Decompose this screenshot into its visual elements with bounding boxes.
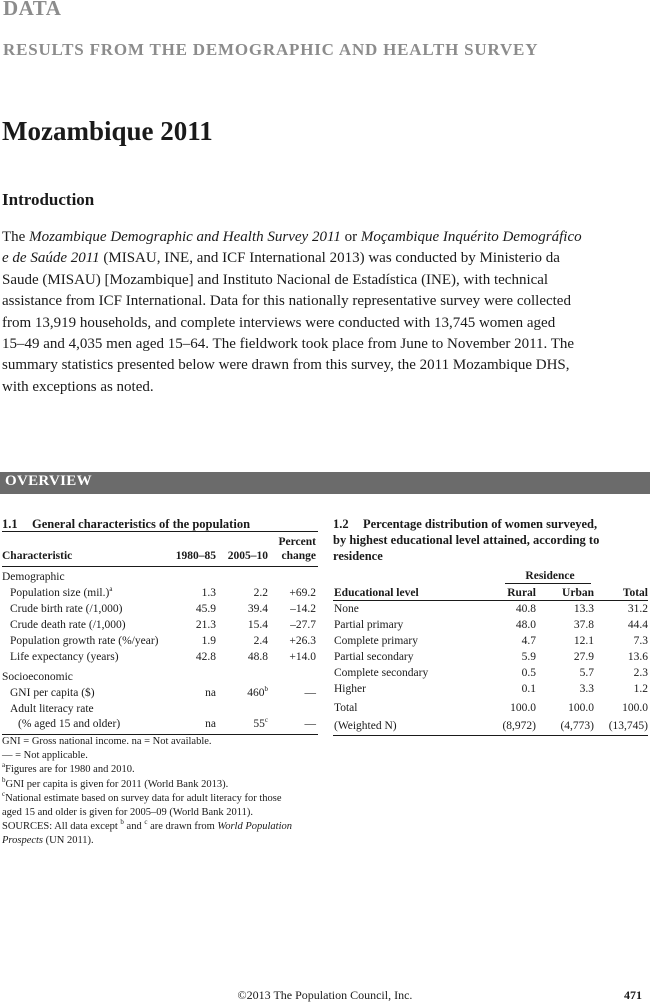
table2-residence-rule: [505, 583, 591, 584]
table2-header-total: Total: [622, 587, 648, 599]
intro-paragraph: [2, 227, 642, 398]
table1-header-col1: 1980–85: [175, 550, 216, 562]
table1-title: 1.1 General characteristics of the population: [2, 517, 251, 531]
overview-bar: [0, 472, 650, 494]
intro-line: summary statistics presented below were drawn from this survey, the 2011 Mozambique DHS,: [2, 357, 570, 374]
table2-title: 1.2 Percentage distribution of women surveyed, by highest educational level attained, according to residence: [333, 517, 600, 563]
copyright-footer: ©2013 The Population Council, Inc.: [237, 988, 413, 1002]
table2-header-level: Educational level: [334, 587, 419, 599]
intro-line: Saude (MISAU) [Mozambique] and Instituto Nacional de Estadística (INE), with technical: [2, 271, 549, 288]
table1-notes: GNI = Gross national income. na = Not available. — = Not applicable. $^a$Figures are for 1980 and 2010. $^b$GNI per capita is given for 2011 (World Bank 2013). $^c$National estimate based on survey data for adult literacy for those aged 15 and older is given for 2005–09 (World Bank 2011). SOURCES: All data except $^b$ and $^c$ are drawn from World Population Prospects (UN 2011).: [2, 736, 292, 847]
table1-header-col2: 2005–10: [227, 550, 268, 562]
section-subtitle: RESULTS FROM THE DEMOGRAPHIC AND HEALTH SURVEY: [3, 40, 539, 59]
table2-header-rural: Rural: [507, 587, 536, 599]
table1-header-rule: [2, 566, 318, 567]
intro-line: from 13,919 households, and complete interviews were conducted with 13,745 women aged: [2, 314, 556, 331]
page-title: Mozambique 2011: [2, 116, 213, 146]
intro-heading: Introduction: [2, 190, 95, 209]
table2-header-rule: [333, 600, 648, 601]
table2-bottom-rule: [333, 735, 648, 736]
table1-group-socioeconomic: Socioeconomic: [2, 671, 73, 683]
intro-line: 15–49 and 4,035 men aged 15–64. The fieldwork took place from June to November 2011. The: [2, 336, 575, 353]
intro-line: assistance from ICF International. Data for this nationally representative survey were collected: [2, 293, 571, 310]
overview-label: OVERVIEW: [5, 473, 92, 489]
table1-group-demographic: Demographic: [2, 571, 65, 583]
table1-header-percent: Percent: [278, 536, 316, 548]
table1-header-characteristic: Characteristic: [2, 550, 73, 562]
section-label: DATA: [3, 0, 62, 20]
page-number: 471: [624, 988, 642, 1002]
table2-header-urban: Urban: [562, 587, 594, 599]
intro-line: e de Saúde 2011 (MISAU, INE, and ICF International 2013) was conducted by Ministerio da: [2, 250, 560, 267]
table2-residence-label: Residence: [525, 570, 575, 582]
intro-line: The Mozambique Demographic and Health Survey 2011 or Moçambique Inquérito Demográfico: [2, 229, 582, 245]
table1-header-change: change: [281, 550, 316, 562]
intro-line: with exceptions as noted.: [2, 378, 154, 395]
table1-top-rule: [2, 531, 318, 532]
